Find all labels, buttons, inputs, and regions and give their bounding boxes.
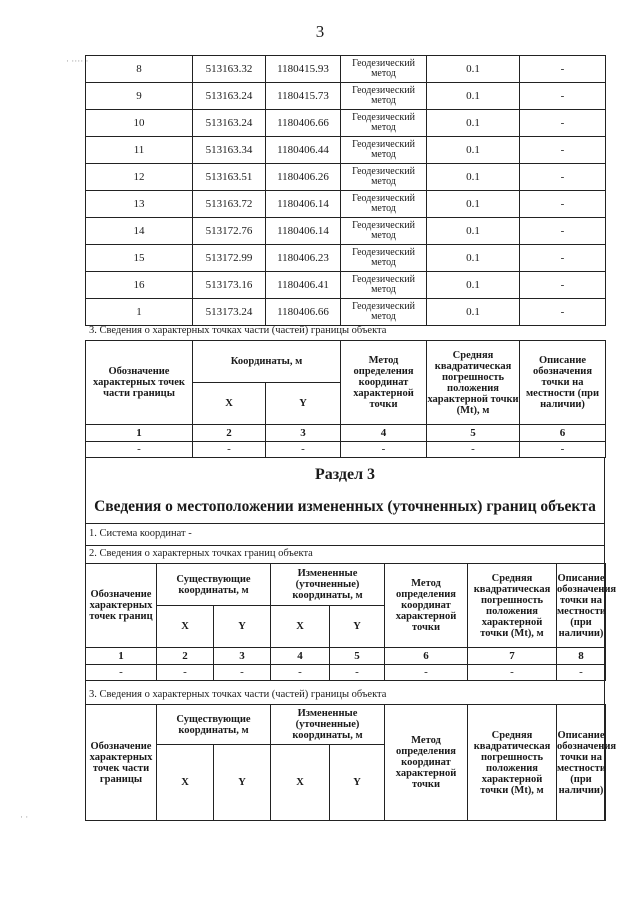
point-number: 13 [86, 191, 193, 218]
col-number: 1 [86, 425, 193, 442]
description: - [520, 218, 606, 245]
coord-x: 513172.76 [193, 218, 266, 245]
method: Геодезический метод [341, 137, 427, 164]
header-description: Описание обозначения точки на местности (при наличии) [520, 341, 606, 425]
description: - [520, 164, 606, 191]
coord-y: 1180415.73 [266, 83, 341, 110]
method: Геодезический метод [341, 299, 427, 326]
coord-x: 513163.51 [193, 164, 266, 191]
accuracy: 0.1 [427, 218, 520, 245]
point-number: 11 [86, 137, 193, 164]
col-number: 6 [520, 425, 606, 442]
description: - [520, 110, 606, 137]
coord-y: 1180406.66 [266, 110, 341, 137]
scan-artifact: · ···· · [66, 56, 89, 66]
header-x: X [271, 606, 330, 648]
point-row [86, 299, 606, 326]
accuracy: 0.1 [427, 83, 520, 110]
section3-parts-table [85, 704, 617, 821]
coord-y: 1180406.23 [266, 245, 341, 272]
header-description: Описание обозначения точки на местности (при наличии) [557, 705, 606, 821]
point-number: 14 [86, 218, 193, 245]
header-coordinates: Координаты, м [193, 341, 341, 383]
accuracy: 0.1 [427, 299, 520, 326]
coord-x: 513163.72 [193, 191, 266, 218]
method: Геодезический метод [341, 164, 427, 191]
description: - [520, 83, 606, 110]
coord-y: 1180415.93 [266, 56, 341, 83]
point-number: 8 [86, 56, 193, 83]
section2-part3-table [85, 340, 606, 458]
point-row [86, 56, 606, 83]
point-row [86, 83, 606, 110]
empty-cell: - [341, 442, 427, 458]
empty-cell: - [520, 442, 606, 458]
coord-y: 1180406.14 [266, 218, 341, 245]
point-number: 9 [86, 83, 193, 110]
header-accuracy: Средняя квадратическая погрешность положения характерной точки (Mt), м [468, 705, 557, 821]
header-existing: Существующие координаты, м [157, 705, 271, 745]
header-x: X [157, 745, 214, 821]
coord-y: 1180406.26 [266, 164, 341, 191]
coord-x: 513163.24 [193, 110, 266, 137]
header-existing: Существующие координаты, м [157, 564, 271, 606]
header-y: Y [214, 745, 271, 821]
coord-x: 513173.24 [193, 299, 266, 326]
description: - [520, 191, 606, 218]
method: Геодезический метод [341, 272, 427, 299]
point-row [86, 218, 606, 245]
header-accuracy: Средняя квадратическая погрешность положения характерной точки (Mt), м [427, 341, 520, 425]
col-number: 6 [385, 648, 468, 665]
method: Геодезический метод [341, 191, 427, 218]
method: Геодезический метод [341, 110, 427, 137]
point-row [86, 137, 606, 164]
col-number: 8 [557, 648, 606, 665]
section3-points-table [85, 563, 617, 681]
point-number: 15 [86, 245, 193, 272]
coord-y: 1180406.44 [266, 137, 341, 164]
empty-cell: - [86, 442, 193, 458]
accuracy: 0.1 [427, 110, 520, 137]
coord-x: 513163.24 [193, 83, 266, 110]
divider [85, 545, 605, 546]
point-row [86, 164, 606, 191]
points-caption: 2. Сведения о характерных точках границ объекта [89, 548, 313, 559]
col-number: 7 [468, 648, 557, 665]
point-row [86, 191, 606, 218]
coord-y: 1180406.41 [266, 272, 341, 299]
coord-system: 1. Система координат - [89, 528, 192, 539]
col-number: 2 [193, 425, 266, 442]
header-designation: Обозначение характерных точек границ [86, 564, 157, 648]
empty-cell: - [468, 665, 557, 681]
header-designation: Обозначение характерных точек части границы [86, 705, 157, 821]
accuracy: 0.1 [427, 245, 520, 272]
parts-caption: 3. Сведения о характерных точках части (частей) границы объекта [89, 689, 387, 700]
description: - [520, 137, 606, 164]
header-method: Метод определения координат характерной точки [341, 341, 427, 425]
scan-artifact: · · [20, 812, 29, 822]
method: Геодезический метод [341, 218, 427, 245]
accuracy: 0.1 [427, 272, 520, 299]
description: - [520, 272, 606, 299]
col-number: 3 [266, 425, 341, 442]
coord-x: 513163.34 [193, 137, 266, 164]
point-number: 16 [86, 272, 193, 299]
header-method: Метод определения координат характерной точки [385, 705, 468, 821]
col-number: 4 [341, 425, 427, 442]
header-accuracy: Средняя квадратическая погрешность положения характерной точки (Mt), м [468, 564, 557, 648]
col-number: 4 [271, 648, 330, 665]
coord-x: 513172.99 [193, 245, 266, 272]
header-x: X [157, 606, 214, 648]
header-method: Метод определения координат характерной точки [385, 564, 468, 648]
point-number: 12 [86, 164, 193, 191]
empty-cell: - [193, 442, 266, 458]
method: Геодезический метод [341, 245, 427, 272]
point-number: 1 [86, 299, 193, 326]
accuracy: 0.1 [427, 164, 520, 191]
empty-cell: - [557, 665, 606, 681]
points-table [85, 55, 606, 326]
description: - [520, 299, 606, 326]
col-number: 3 [214, 648, 271, 665]
point-number: 10 [86, 110, 193, 137]
empty-cell: - [214, 665, 271, 681]
header-description: Описание обозначения точки на местности (при наличии) [557, 564, 606, 648]
method: Геодезический метод [341, 83, 427, 110]
header-y: Y [330, 745, 385, 821]
divider [85, 523, 605, 524]
empty-cell: - [271, 665, 330, 681]
col-number: 5 [330, 648, 385, 665]
section2-part3-caption: 3. Сведения о характерных точках части (частей) границы объекта [89, 325, 387, 336]
point-row [86, 272, 606, 299]
section3-title: Раздел 3 [314, 466, 376, 483]
empty-cell: - [427, 442, 520, 458]
header-designation: Обозначение характерных точек части границы [86, 341, 193, 425]
header-x: X [193, 383, 266, 425]
page-number: 3 [315, 22, 325, 41]
col-number: 5 [427, 425, 520, 442]
description: - [520, 245, 606, 272]
empty-cell: - [86, 665, 157, 681]
coord-y: 1180406.14 [266, 191, 341, 218]
point-row [86, 245, 606, 272]
description: - [520, 56, 606, 83]
header-changed: Измененные (уточненные) координаты, м [271, 564, 385, 606]
header-y: Y [214, 606, 271, 648]
accuracy: 0.1 [427, 137, 520, 164]
empty-cell: - [385, 665, 468, 681]
accuracy: 0.1 [427, 191, 520, 218]
empty-cell: - [330, 665, 385, 681]
header-x: X [271, 745, 330, 821]
method: Геодезический метод [341, 56, 427, 83]
point-row [86, 110, 606, 137]
col-number: 2 [157, 648, 214, 665]
header-y: Y [266, 383, 341, 425]
header-y: Y [330, 606, 385, 648]
col-number: 1 [86, 648, 157, 665]
coord-x: 513173.16 [193, 272, 266, 299]
empty-cell: - [266, 442, 341, 458]
section3-subtitle: Сведения о местоположении измененных (уточненных) границ объекта [94, 498, 596, 515]
coord-x: 513163.32 [193, 56, 266, 83]
header-changed: Измененные (уточненные) координаты, м [271, 705, 385, 745]
accuracy: 0.1 [427, 56, 520, 83]
empty-cell: - [157, 665, 214, 681]
coord-y: 1180406.66 [266, 299, 341, 326]
